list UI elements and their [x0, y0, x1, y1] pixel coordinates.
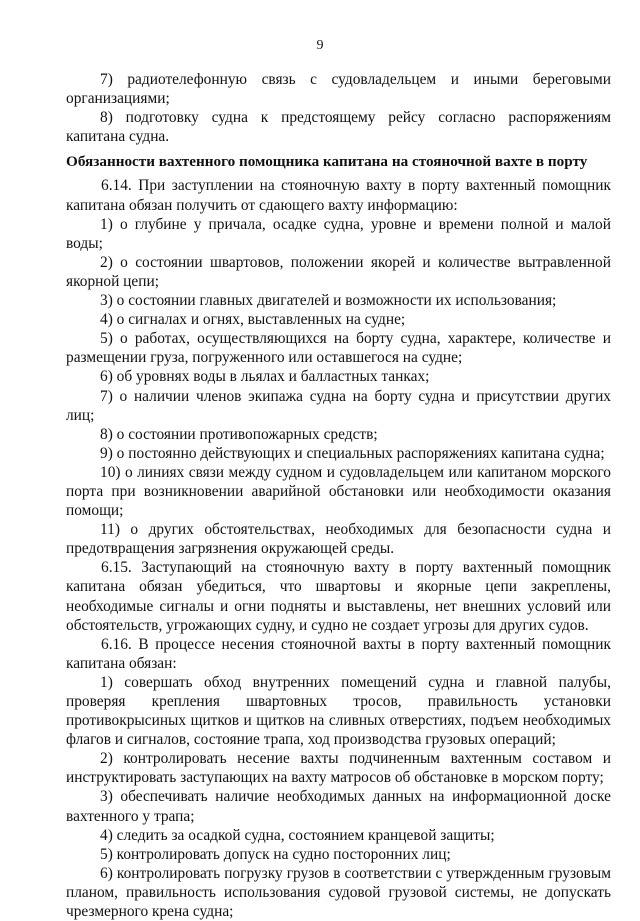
list-item: 2) о состоянии швартовов, положении якорей и количестве вытравленной якорной цепи;	[66, 253, 611, 290]
list-item: 3) обеспечивать наличие необходимых данных на информационной доске вахтенного у трапа;	[66, 788, 611, 825]
list-item: 7) радиотелефонную связь с судовладельцем и иными береговыми организациями;	[66, 71, 611, 108]
list-item: 1) о глубине у причала, осадке судна, уровне и времени полной и малой воды;	[66, 215, 611, 252]
list-item: 8) подготовку судна к предстоящему рейсу согласно распоряжениям капитана судна.	[66, 109, 611, 146]
clause-6-16: 6.16. В процессе несения стояночной вахты в порту вахтенный помощник капитана обязан:	[66, 635, 611, 672]
list-item: 10) о линиях связи между судном и судовладельцем или капитаном морского порта при возникновении аварийной обстановки или необходимости оказания помощи;	[66, 463, 611, 520]
page-number: 9	[316, 38, 324, 53]
list-item: 7) о наличии членов экипажа судна на борту судна и присутствии других лиц;	[66, 387, 611, 424]
list-item: 2) контролировать несение вахты подчиненным вахтенным составом и инструктировать заступающих на вахту матросов об обстановке в морском порту;	[66, 750, 611, 787]
list-item: 5) контролировать допуск на судно посторонних лиц;	[100, 845, 451, 863]
list-item: 4) о сигналах и огнях, выставленных на судне;	[100, 311, 406, 329]
list-item: 3) о состоянии главных двигателей и возможности их использования;	[100, 292, 557, 310]
list-item: 5) о работах, осуществляющихся на борту судна, характере, количестве и размещении груза, погруженного или оставшегося на судне;	[66, 330, 611, 367]
list-item: 8) о состоянии противопожарных средств;	[100, 425, 378, 443]
section-heading: Обязанности вахтенного помощника капитана на стояночной вахте в порту	[66, 153, 588, 171]
list-item: 4) следить за осадкой судна, состоянием кранцевой защиты;	[100, 826, 495, 844]
list-item: 11) о других обстоятельствах, необходимых для безопасности судна и предотвращения загрязнения окружающей среды.	[66, 521, 611, 558]
clause-6-15: 6.15. Заступающий на стояночную вахту в порту вахтенный помощник капитана обязан убедиться, что швартовы и якорные цепи закреплены, необходимые сигналы и огни подняты и выставлены, нет внешних условий или обстоятельств, угрожающих судну, и судно не создает угрозы для других судов.	[66, 559, 611, 634]
list-item: 6) контролировать погрузку грузов в соответствии с утвержденным грузовым планом, правильность использования судовой грузовой системы, не допускать чрезмерного крена судна;	[66, 864, 611, 921]
clause-6-14: 6.14. При заступлении на стояночную вахту в порту вахтенный помощник капитана обязан получить от сдающего вахту информацию:	[66, 177, 611, 214]
list-item: 6) об уровнях воды в льялах и балластных танках;	[100, 368, 430, 386]
list-item: 9) о постоянно действующих и специальных распоряжениях капитана судна;	[100, 444, 605, 462]
document-body	[66, 70, 611, 921]
list-item: 1) совершать обход внутренних помещений судна и главной палубы, проверяя крепления швартовных тросов, правильность установки противокрысиных щитков и щитков на сливных отверстиях, подъем необходимых флагов и сигналов, состояние трапа, ход производства грузовых операций;	[66, 673, 611, 749]
